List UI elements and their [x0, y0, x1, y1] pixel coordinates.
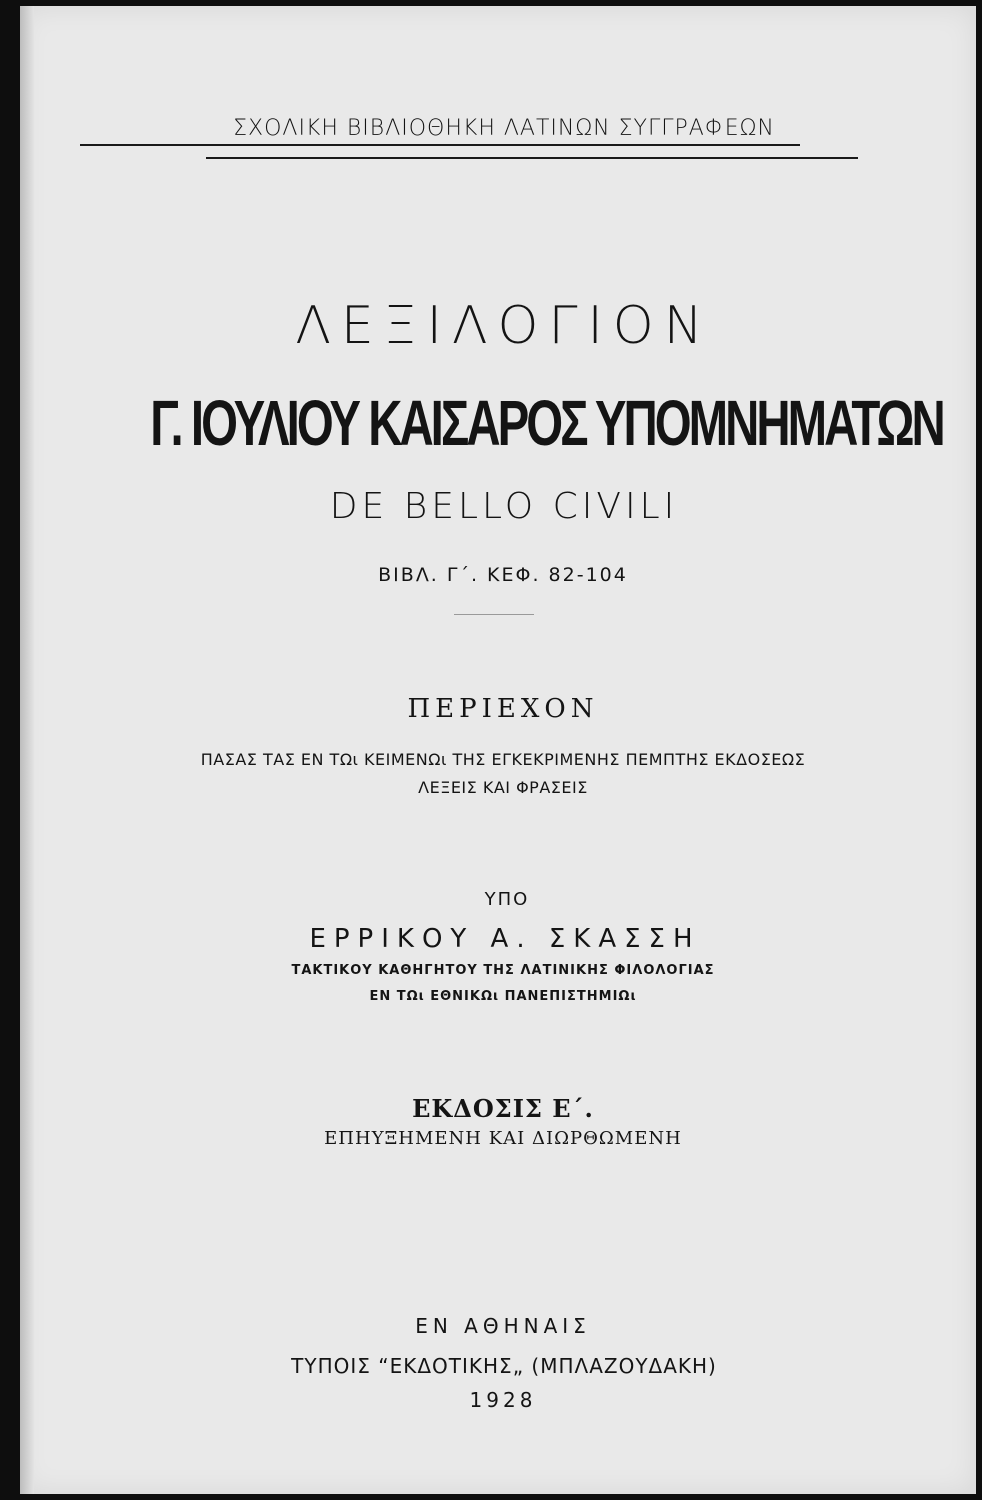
author-role-2: ΕΝ ΤΩι ΕΘΝΙΚΩι ΠΑΝΕΠΙΣΤΗΜΙΩι — [369, 989, 637, 1004]
contains-line-2: ΛΕΞΕΙΣ ΚΑΙ ΦΡΑΣΕΙΣ — [418, 778, 588, 797]
lexicon-heading: ΛΕΞΙΛΟΓΙΟΝ — [295, 296, 713, 356]
author-role-1: ΤΑΚΤΙΚΟΥ ΚΑΘΗΓΗΤΟΥ ΤΗΣ ΛΑΤΙΝΙΚΗΣ ΦΙΛΟΛΟΓΙΑΣ — [291, 963, 715, 978]
series-rule-top — [80, 144, 800, 146]
edition-note: ΕΠΗΥΞΗΜΕΝΗ ΚΑΙ ΔΙΩΡΘΩΜΕΝΗ — [324, 1128, 682, 1149]
book-title: Γ. ΙΟΥΛΙΟΥ ΚΑΙΣΑΡΟΣ ΥΠΟΜΝΗΜΑΤΩΝ — [150, 387, 943, 459]
contains-line-1: ΠΑΣΑΣ ΤΑΣ ΕΝ ΤΩι ΚΕΙΜΕΝΩι ΤΗΣ ΕΓΚΕΚΡΙΜΕΝΗΣ ΠΕΜΠΤΗΣ ΕΚΔΟΣΕΩΣ — [200, 750, 806, 769]
series-rule-bottom — [206, 157, 858, 159]
title-page — [20, 6, 976, 1494]
publication-year: 1928 — [469, 1388, 537, 1412]
book-subtitle: DE BELLO CIVILI — [329, 486, 679, 527]
by-label: ΥΠΟ — [484, 889, 530, 910]
contains-heading: ΠΕΡΙΕΧΟΝ — [407, 694, 599, 724]
printer: ΤΥΠΟΙΣ “ΕΚΔΟΤΙΚΗΣ„ (ΜΠΛΑΖΟΥΔΑΚΗ) — [291, 1354, 717, 1378]
separator-rule — [454, 614, 534, 615]
author-name: ΕΡΡΙΚΟΥ Α. ΣΚΑΣΣΗ — [309, 924, 701, 954]
series-heading: ΣΧΟΛΙΚΗ ΒΙΒΛΙΟΘΗΚΗ ΛΑΤΙΝΩΝ ΣΥΓΓΡΑΦΕΩΝ — [233, 116, 775, 141]
publication-place: ΕΝ ΑΘΗΝΑΙΣ — [415, 1314, 591, 1338]
edition-label: ΕΚΔΟΣΙΣ Ε΄. — [412, 1094, 594, 1123]
book-chapters: ΒΙΒΛ. Γ΄. ΚΕΦ. 82-104 — [378, 564, 628, 586]
